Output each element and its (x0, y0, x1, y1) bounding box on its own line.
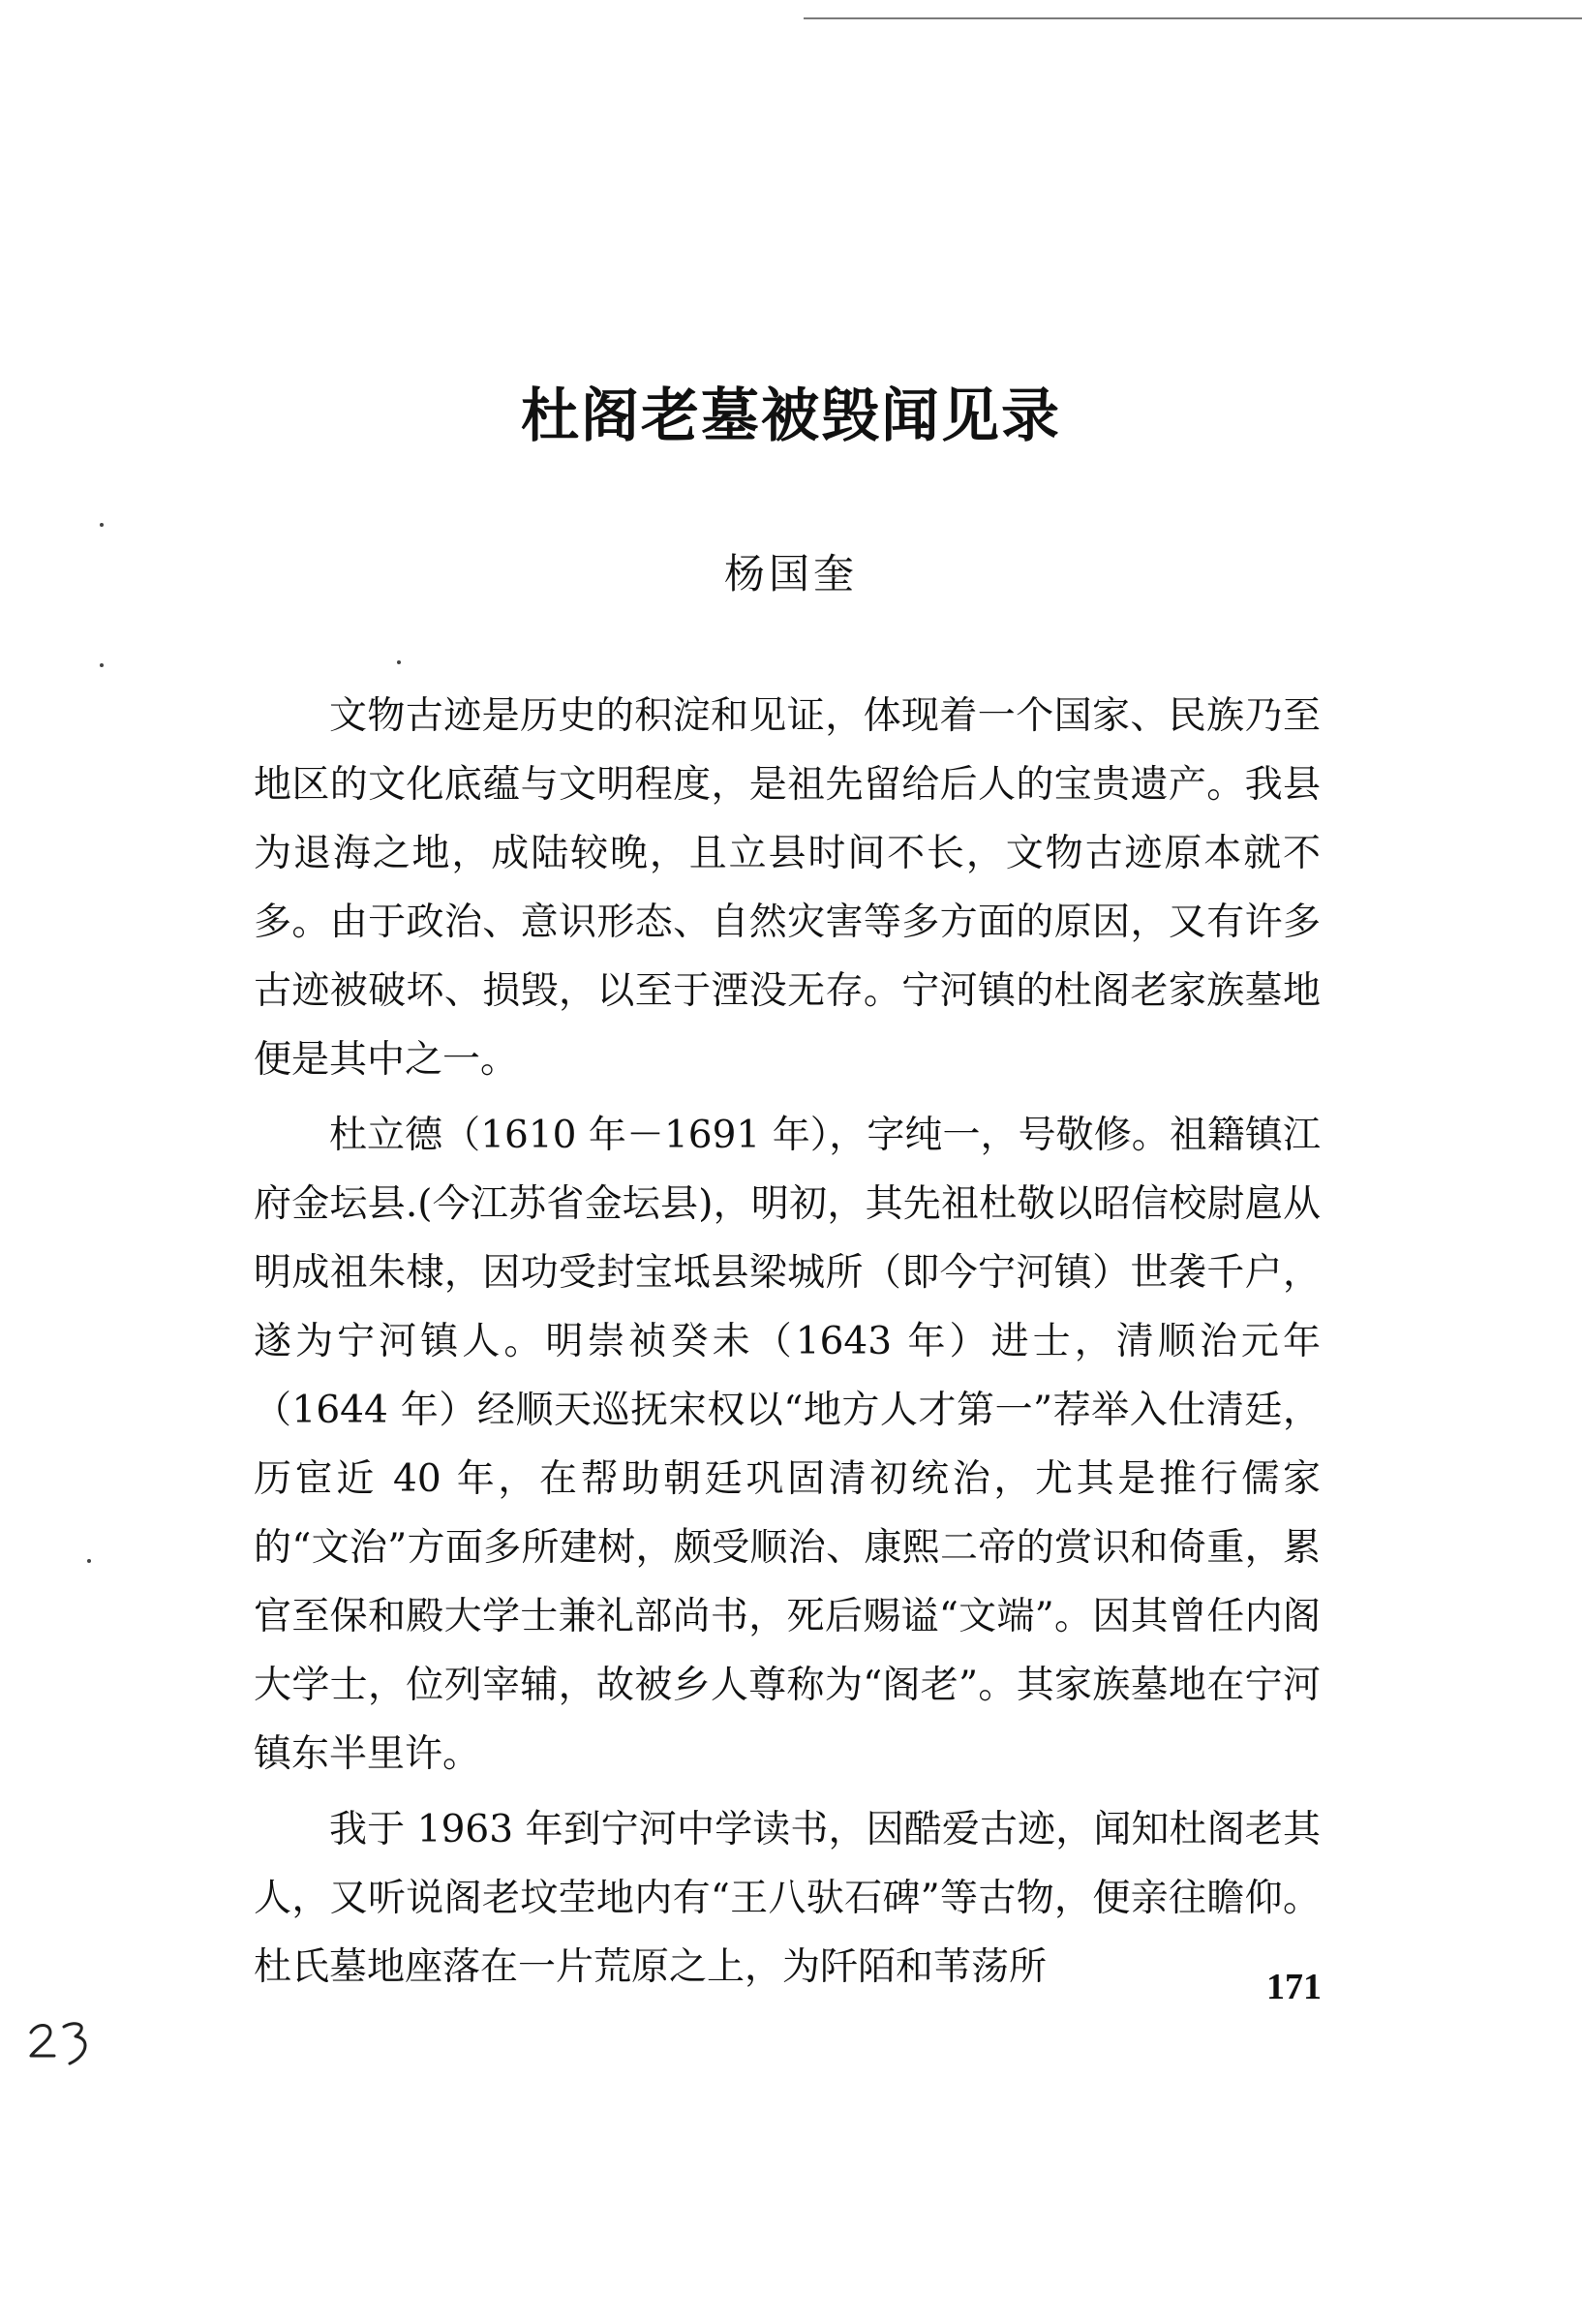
article-title: 杜阁老墓被毁闻见录 (521, 382, 1061, 450)
page-number: 171 (1266, 1967, 1322, 2007)
article-author: 杨国奎 (723, 550, 858, 597)
scan-speck (87, 1559, 91, 1563)
scan-speck (100, 663, 104, 667)
header-rule (804, 17, 1582, 19)
paragraph-3: 我于 1963 年到宁河中学读书，因酷爱古迹，闻知杜阁老其人，又听说阁老坟茔地内有“王八驮石碑”等古物，便亲往瞻仰。杜氏墓地座落在一片荒原之上，为阡陌和苇荡所 (254, 1808, 1321, 1989)
scan-speck (100, 523, 104, 527)
scan-speck (397, 660, 401, 664)
handwritten-margin-note (25, 2009, 112, 2067)
article-body (254, 682, 1321, 2008)
paragraph-1: 文物古迹是历史的积淀和见证，体现着一个国家、民族乃至地区的文化底蕴与文明程度，是祖先留给后人的宝贵遗产。我县为退海之地，成陆较晚，且立县时间不长，文物古迹原本就不多。由于政治、意识形态、自然灾害等多方面的原因，又有许多古迹被破坏、损毁，以至于湮没无存。宁河镇的杜阁老家族墓地便是其中之一。 (254, 694, 1321, 1082)
paragraph-2: 杜立德（1610 年－1691 年），字纯一，号敬修。祖籍镇江府金坛县.(今江苏省金坛县)，明初，其先祖杜敬以昭信校尉扈从明成祖朱棣，因功受封宝坻县梁城所（即今宁河镇）世袭千户，遂为宁河镇人。明崇祯癸未（1643 年）进士，清顺治元年（1644 年）经顺天巡抚宋权以“地方人才第一”荐举入仕清廷，历宦近 40 年，在帮助朝廷巩固清初统治，尤其是推行儒家的“文治”方面多所建树，颇受顺治、康熙二帝的赏识和倚重，累官至保和殿大学士兼礼部尚书，死后赐谥“文端”。因其曾任内阁大学士，位列宰辅，故被乡人尊称为“阁老”。其家族墓地在宁河镇东半里许。 (254, 1114, 1321, 1776)
